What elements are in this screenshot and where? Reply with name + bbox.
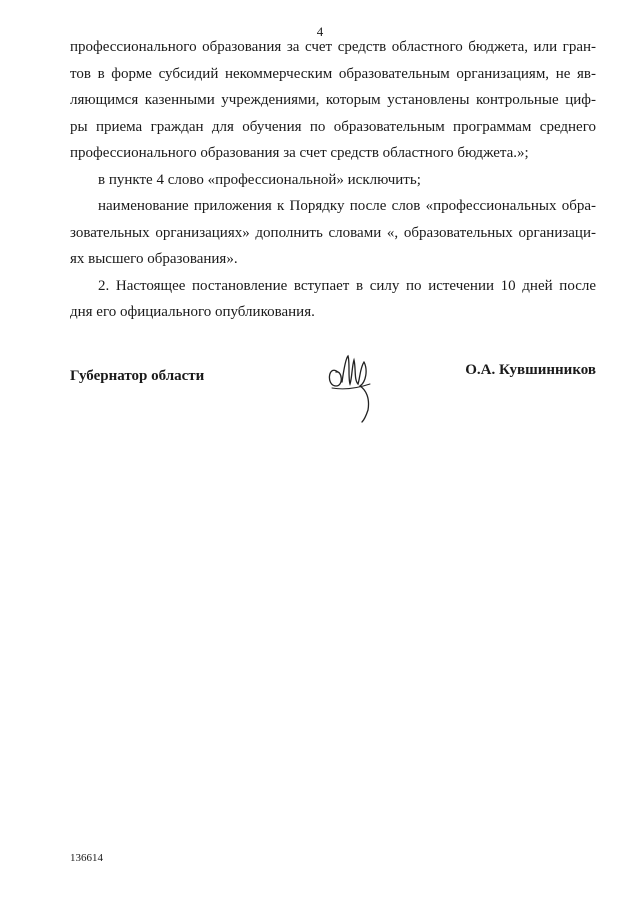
text-line: ляющимся казенными учреждениями, которым установлены контрольные циф-	[70, 92, 596, 108]
text-line: ры приема граждан для обучения по образовательным программам среднего	[70, 118, 596, 135]
document-body	[70, 34, 596, 326]
text-line: тов в форме субсидий некоммерческим образовательным организациям, не яв-	[70, 65, 596, 82]
signatory-title: Губернатор области	[70, 368, 205, 384]
handwritten-signature	[324, 352, 384, 424]
text-line: в пункте 4 слово «профессиональной» исключить;	[98, 171, 421, 188]
document-code: 136614	[70, 852, 103, 864]
page-number: 4	[316, 24, 324, 39]
signature-block	[70, 362, 596, 442]
text-line: зовательных организациях» дополнить словами «, образовательных организаци-	[70, 224, 596, 241]
text-line: профессионального образования за счет средств областного бюджета.»;	[70, 145, 529, 161]
text-line: дня его официального опубликования.	[70, 304, 315, 320]
text-line: профессионального образования за счет средств областного бюджета, или гран-	[70, 39, 596, 55]
text-line: наименование приложения к Порядку после слов «профессиональных обра-	[98, 198, 596, 214]
text-line: ях высшего образования».	[70, 251, 238, 267]
paragraph-subsidy-clause	[70, 34, 596, 167]
paragraph-effective-date	[70, 273, 596, 326]
paragraph-point-4-amendment	[70, 167, 596, 194]
signatory-name: О.А. Кувшинников	[465, 362, 596, 378]
text-line: 2. Настоящее постановление вступает в силу по истечении 10 дней после	[98, 277, 596, 294]
paragraph-appendix-title-amendment	[70, 193, 596, 273]
